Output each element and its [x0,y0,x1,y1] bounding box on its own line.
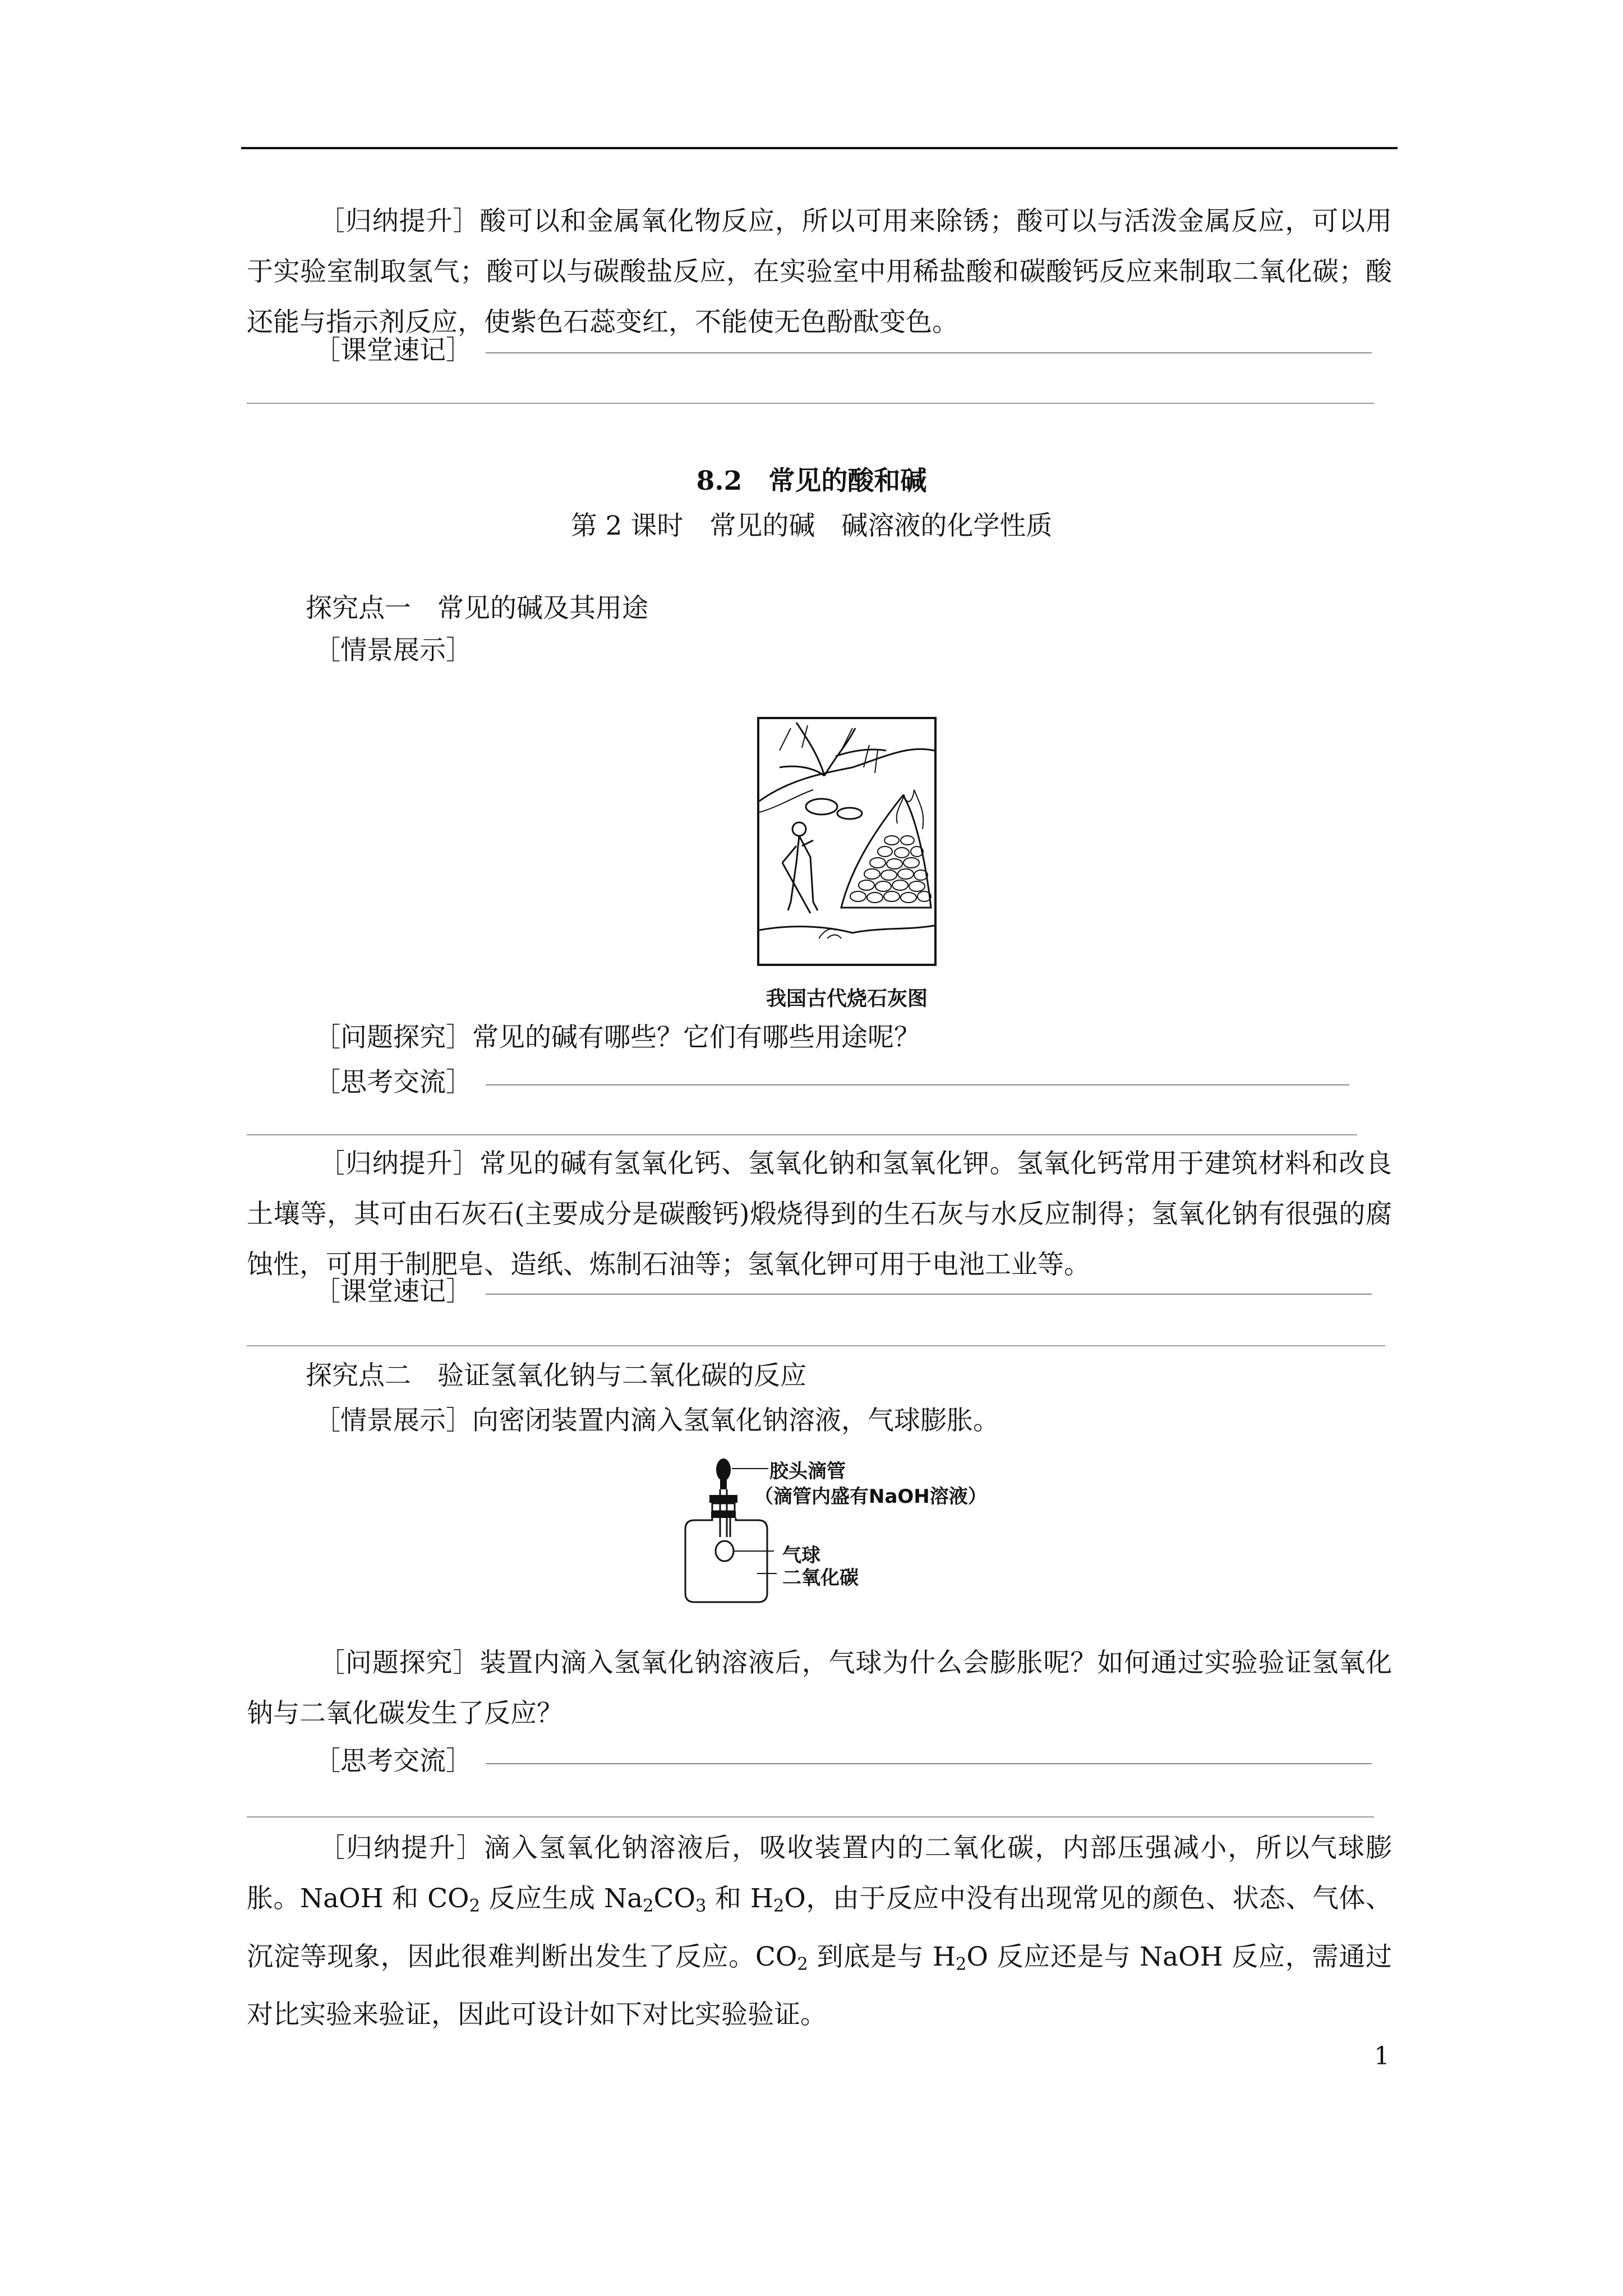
summary-label: ［归纳提升］ [319,1148,480,1179]
summary-text: 滴入氢氧化钠溶液后，吸收装置内的二氧化碳，内部压强减小，所以气球膨胀。NaOH 和 CO [247,1833,1393,1914]
point2-question-paragraph [247,1638,1392,1739]
header-rule [241,147,1398,149]
think-label: ［思考交流］ [314,1746,472,1777]
acid-summary-paragraph [247,196,1392,348]
question-label: ［问题探究］ [319,1648,480,1678]
notes-line-1 [314,331,1372,370]
question-text: 装置内滴入氢氧化钠溶液后，气球为什么会膨胀呢？如何通过实验验证氢氧化钠与二氧化碳发生了反应？ [247,1648,1393,1729]
notes-label: ［课堂速记］ [314,335,472,366]
point1-heading: 探究点一 常见的碱及其用途 [306,593,648,624]
apparatus-diagram [679,1453,780,1604]
notes-blank-continued[interactable] [247,1345,1385,1346]
summary-text: 反应生成 Na [480,1883,643,1914]
think-blank-continued[interactable] [247,1816,1374,1818]
subscript: 2 [643,1896,654,1916]
subscript: 2 [956,1954,967,1975]
question-label: ［问题探究］ [314,1022,472,1053]
summary-text: O 反应还是与 NaOH 反应，需通过对比实验来验证，因此可设计如下对比实验验证。 [247,1941,1392,2031]
summary-text: CO [653,1883,696,1914]
summary-label: ［归纳提升］ [319,1833,484,1864]
think-label: ［思考交流］ [314,1067,472,1098]
summary-text: 酸可以和金属氧化物反应，所以可用来除锈；酸可以与活泼金属反应，可以用于实验室制取氢气；酸可以与碳酸盐反应，在实验室中用稀盐酸和碳酸钙反应来制取二氧化碳；酸还能与指示剂反应，使紫色石蕊变红，不能使无色酚酞变色。 [247,206,1393,338]
summary-text: 常见的碱有氢氧化钙、氢氧化钠和氢氧化钾。氢氧化钙常用于建筑材料和改良土壤等，其可由石灰石(主要成分是碳酸钙)煅烧得到的生石灰与水反应制得；氢氧化钠有很强的腐蚀性，可用于制肥皂、造纸、炼制石油等；氢氧化钾可用于电池工业等。 [247,1148,1393,1280]
lesson-subtitle: 第 2 课时 常见的碱 碱溶液的化学性质 [570,510,1053,541]
point2-think-line [314,1742,1372,1781]
subscript: 3 [695,1896,707,1916]
point1-question [314,1018,920,1057]
summary-text: 到底是与 H [808,1941,956,1972]
co2-label: 二氧化碳 [782,1567,859,1589]
notes-blank-continued[interactable] [247,403,1374,404]
page-number: 1 [1374,2042,1390,2070]
think-blank[interactable] [486,1762,1372,1764]
point1-scene-label: ［情景展示］ [314,635,472,666]
notes-blank[interactable] [486,351,1372,353]
scene-text: 向密闭装置内滴入氢氧化钠溶液，气球膨胀。 [472,1405,999,1436]
point1-summary-paragraph [247,1139,1392,1290]
notes-label: ［课堂速记］ [314,1276,472,1307]
dropper-label: 胶头滴管 [769,1460,846,1483]
point1-notes-line [314,1272,1372,1312]
lime-kiln-illustration [757,717,937,966]
point2-scene [314,1401,999,1441]
chapter-title: 8.2 常见的酸和碱 [696,466,927,496]
point2-summary-paragraph [247,1823,1392,2040]
think-blank-continued[interactable] [247,1134,1357,1135]
balloon-label: 气球 [782,1544,820,1567]
subscript: 2 [469,1896,481,1916]
point2-heading: 探究点二 验证氢氧化钠与二氧化碳的反应 [306,1360,806,1391]
question-text: 常见的碱有哪些？它们有哪些用途呢？ [472,1022,920,1053]
subscript: 2 [773,1896,785,1916]
summary-label: ［归纳提升］ [319,206,480,237]
point1-think-line [314,1063,1349,1102]
summary-text: 和 H [706,1883,773,1914]
notes-blank[interactable] [486,1292,1372,1295]
figure-caption: 我国古代烧石灰图 [766,987,928,1010]
think-blank[interactable] [486,1083,1349,1085]
scene-label: ［情景展示］ [314,1405,472,1436]
dropper-note-label: （滴管内盛有NaOH溶液） [754,1485,987,1508]
subscript: 2 [797,1954,808,1975]
summary-text: O，由于反应中没有出现常见的颜色、状态、气体、沉淀等现象，因此很难判断出发生了反应。CO [247,1883,1392,1972]
